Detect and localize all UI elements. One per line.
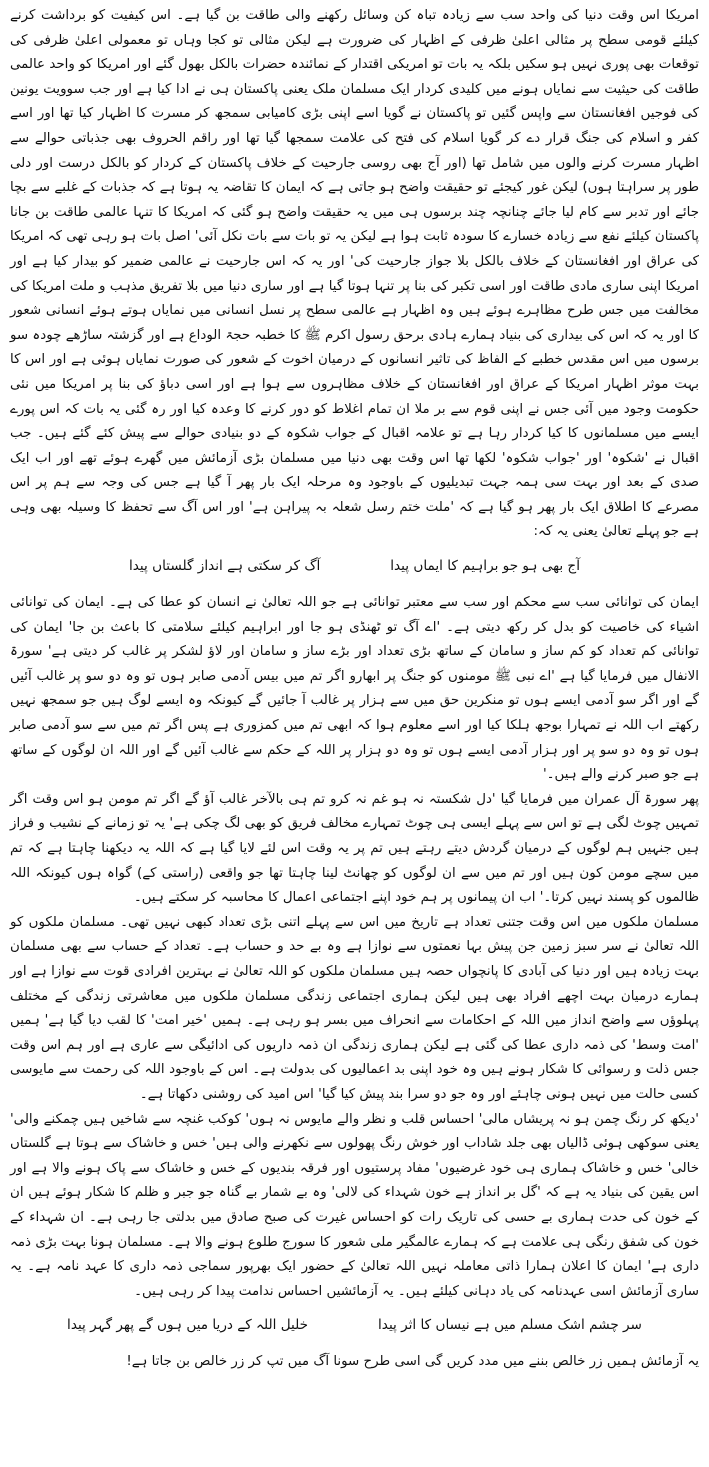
paragraph-1: امریکا اس وقت دنیا کی واحد سب سے زیادہ تباہ کن وسائل رکھنے والی طاقت بن گیا ہے۔ اس کیفیت کو برداشت کرنے کیلئے قومی سطح پر مثالی اعلیٰ ظرفی کے اظہار کی ضرورت ہے لیکن مثالی تو کجا وہاں تو معمولی اعلیٰ ظرفی کی توقعات بھی پوری نہیں ہو سکیں بلکہ یہ بات تو امریکی اقتدار کے نمائندہ حضرات بالکل بھول گئے اور امریکا کو واحد عالمی طاقت کی حیثیت سے نمایاں ہونے میں کلیدی کردار ایک مسلمان ملک یعنی پاکستان ہی نے ادا کیا ہے اور جب سوویت یونین کی فوجیں افغانستان سے واپس گئیں تو پاکستان نے گویا اسے اپنی بڑی کامیابی سمجھ کر مسرت کا اظہار کیا تھا اور اسے کفر و اسلام کی جنگ قرار دے کر گویا اسلام کی فتح کی علامت سمجھا گیا تھا اور راقم الحروف بھی جذباتی حوالے سے اظہار مسرت کرنے والوں میں شامل تھا (اور آج بھی روسی جارحیت کے خلاف پاکستان کے کردار کو بالکل درست اور دلی طور پر سراہتا ہوں) لیکن غور کیجئے تو حقیقت واضح ہو جاتی ہے کہ ایمان کا تقاضہ یہ ہوتا ہے کہ جذبات کے غلبے سے بچا جائے اور تدبر سے کام لیا جائے چنانچہ چند برسوں ہی میں یہ حقیقت واضح ہو گئی کہ امریکا کا تنہا عالمی طاقت بن جانا پاکستان کیلئے نفع سے زیادہ خسارے کا سودہ ثابت ہوا ہے لیکن یہ تو بات سے بات نکل آئی' اصل بات ہو رہی تھی کہ امریکا کی عراق اور افغانستان کے خلاف بالکل بلا جواز جارحیت کی' اور یہ کہ اس جارحیت نے عالمی ضمیر کو بیدار کیا ہے اور امریکا اپنی ساری مادی طاقت اور اسی تکبر کی بنا پر تنہا ہوتا گیا ہے اور ساری دنیا میں بلا تفریق مذہب و ملت امریکا کی مخالفت میں جس طرح مظاہرے ہوئے ہیں وہ اظہار ہے عالمی سطح پر نسل انسانی میں نمایاں ہوتے ہوئے انسانی شعور کا اور یہ کہ اس کی بیداری کی بنیاد ہمارے ہادی برحق رسول اکرم ﷺ کا خطبہ حجۃ الوداع ہے اور گزشتہ ساڑھے چودہ سو برسوں میں اس مقدس خطبے کے الفاظ کی تاثیر انسانوں کے درمیان اخوت کے شعور کی صورت نمایاں ہوئی ہے اور اس کا بہت موثر اظہار امریکا کے عراق اور افغانستان کے خلاف مظاہروں سے ہوا ہے اور اسی دباؤ کی بنا پر امریکا میں نئی حکومت وجود میں آئی جس نے اپنی قوم سے بر ملا ان تمام اغلاط کو دور کرنے کا وعدہ کیا اور رہ گئی یہ بات کہ اس پورے ایسے میں مسلمانوں کا کیا کردار رہا ہے تو علامہ اقبال کے جواب شکوہ کے دو بنیادی حوالے سے پیش کئے گئے ہیں۔ جب اقبال نے 'شکوہ' اور 'جواب شکوہ' لکھا تھا اس وقت بھی دنیا میں مسلمان بڑی آزمائش میں گھرے ہوئے تھے اور اب ایک صدی کے بعد اور بہت سی ہمہ جہت تبدیلیوں کے باوجود وہ مرحلہ ایک بار پھر آ گیا ہے جس کی وجہ سے ہم پر اس مصرعے کا اطلاق ایک بار پھر ہو گیا ہے کہ 'ملت ختم رسل شعلہ بہ پیراہن ہے' اور اس آگ سے تحفظ کا وسیلہ بھی وہی ہے جو پہلے تعالیٰ یعنی یہ کہ:: [10, 8, 699, 540]
paragraph-6: یہ آزمائش ہمیں زر خالص بننے میں مدد کریں گی اسی طرح سونا آگ میں تپ کر زر خالص بن جاتا ہے!: [126, 1354, 699, 1370]
paragraph-2: ایمان کی توانائی سب سے محکم اور سب سے معتبر توانائی ہے جو اللہ تعالیٰ نے انسان کو عطا کی ہے۔ ایمان کی توانائی اشیاء کی خاصیت کو بدل کر رکھ دیتی ہے۔ 'اے آگ تو ٹھنڈی ہو جا اور ابراہیم کیلئے سلامتی کا باعث بن جا' ایمان کی توانائی کم تعداد کو کم ساز و سامان کے ساتھ بڑی تعداد اور بڑے ساز و سامان اور لاؤ لشکر پر غالب کر دیتی ہے' سورۃ الانفال میں فرمایا گیا ہے 'اے نبی ﷺ مومنوں کو جنگ پر ابھارو اگر تم میں بیس آدمی صابر ہوں تو وہ دو سو پر غالب آئیں گے اور اگر سو آدمی ایسے ہوں تو منکرین حق میں سے ہزار پر غالب آ جائیں گے کیونکہ وہ ایسے لوگ ہیں جو سمجھ نہیں رکھتے اب اللہ نے تمہارا بوجھ ہلکا کیا اور اسے معلوم ہوا کہ ابھی تم میں کمزوری ہے پس اگر تم میں سے سو آدمی صابر ہوں تو وہ دو سو پر اور ہزار آدمی ایسے ہوں تو وہ دو ہزار پر اللہ کے حکم سے غالب آئیں گے اور اللہ ان لوگوں کے ساتھ ہے جو صبر کرنے والے ہیں۔': [10, 595, 699, 783]
verse-2-second-line: خلیل اللہ کے دریا میں ہوں گے پھر گہر پیدا: [67, 1317, 309, 1334]
paragraph-4: مسلمان ملکوں میں اس وقت جتنی تعداد ہے تاریخ میں اس سے پہلے اتنی بڑی تعداد کبھی نہیں تھی۔ مسلمان ملکوں کو اللہ تعالیٰ نے سر سبز زمین جن پیش بہا نعمتوں سے نوازا ہے وہ بے حد و حساب ہے۔ تعداد کے حساب سے بھی مسلمان بہت زیادہ ہیں اور دنیا کی آبادی کا پانچواں حصہ ہیں مسلمان ملکوں کو اللہ تعالیٰ نے بہترین افرادی قوت سے نوازا ہے اور ہمارے درمیان بہت اچھے افراد بھی ہیں لیکن ہماری اجتماعی زندگی مسلمان ملکوں میں معاشرتی زندگی کے مختلف پہلوؤں سے واضح انداز میں اللہ کے احکامات سے انحراف میں بسر ہو رہی ہے۔ ہمیں 'خیر امت' کا لقب دیا گیا ہے' ہمیں 'امت وسط' کی ذمہ داری عطا کی گئی ہے لیکن ہماری زندگی ان ذمہ داریوں کی ادائیگی سے عاری ہے اور ہم اس وقت جس ذلت و رسوائی کا شکار ہونے ہیں وہ خود اپنی بد اعمالیوں کی بدولت ہے۔ اس کے باوجود اللہ کی رحمت سے مایوسی کسی حالت میں نہیں ہونی چاہئے اور وہ جو دو سرا بند پیش کیا گیا' اس امید کی روشنی دکھاتا ہے۔: [10, 914, 699, 1102]
verse-couplet-1: [10, 551, 699, 581]
verse-couplet-2: [10, 1310, 699, 1340]
verse-1-first-line: آج بھی ہو جو براہیم کا ایماں پیدا: [390, 558, 580, 575]
paragraph-3: پھر سورۃ آل عمران میں فرمایا گیا 'دل شکستہ نہ ہو غم نہ کرو تم ہی بالآخر غالب آؤ گے اگر تم مومن ہو اس وقت اگر تمہیں چوٹ لگی ہے تو اس سے پہلے ایسی ہی چوٹ تمہارے مخالف فریق کو بھی لگ چکی ہے' یہ تو زمانے کے نشیب و فراز ہیں جنہیں ہم لوگوں کے درمیان گردش دیتے رہتے ہیں تم پر یہ وقت اس لئے لایا گیا ہے کہ اللہ یہ دیکھنا چاہتا ہے کہ تم میں سچے مومن کون ہیں اور تم میں سے ان لوگوں کو چھانٹ لینا چاہتا تھا جو واقعی (راستی کے) گواہ ہوں کیونکہ اللہ ظالموں کو پسند نہیں کرتا۔' اب ان پیمانوں پر ہم خود اپنے اجتماعی اعمال کا محاسبہ کر سکتے ہیں۔: [10, 791, 699, 906]
verse-2-first-line: سر چشم اشک مسلم میں ہے نیساں کا اثر پیدا: [378, 1317, 642, 1334]
paragraph-5: 'دیکھ کر رنگ چمن ہو نہ پریشاں مالی' احساس قلب و نظر والے مایوس نہ ہوں' کوکب غنچہ سے شاخیں ہیں چمکنے والی' یعنی سوکھی ہوئی ڈالیاں بھی جلد شاداب اور خوش رنگ پھولوں سے نکھرنے والی ہیں' خس و خاشاک سے ہوتا ہے گلستاں خالی' خس و خاشاک ہماری ہی خود غرضیوں' مفاد پرستیوں اور فرقہ بندیوں کے خس و خاشاک سے پاک ہونے والا ہے اور اس یقین کی بنیاد یہ ہے کہ 'گل بر انداز ہے خون شہداء کی لالی' وہ بے شمار بے گناہ جو جبر و ظلم کا شکار ہوئے ہیں ان کے خون کی حدت ہماری بے حسی کی تاریک رات کو احساس غیرت کی صبح صادق میں بدلتی جا رہی ہے۔ ان شہداء کے خون کی شفق رنگی ہی علامت ہے کہ ہمارے عالمگیر ملی شعور کا سورج طلوع ہونے والا ہے۔ مسلمان ہونا بہت بڑی ذمہ داری ہے' ایمان کا اعلان ہمارا ذاتی معاملہ نہیں اللہ تعالیٰ کے حضور ایک بھرپور سماجی ذمہ داری کا عہد نامہ ہے۔ یہ ساری آزمائش اسی عہدنامہ کی یاد دہانی کیلئے ہیں۔ یہ آزمائشیں احساس ندامت پیدا کر رہی ہیں۔: [10, 1111, 699, 1299]
verse-1-second-line: آگ کر سکتی ہے انداز گلستاں پیدا: [129, 558, 321, 575]
